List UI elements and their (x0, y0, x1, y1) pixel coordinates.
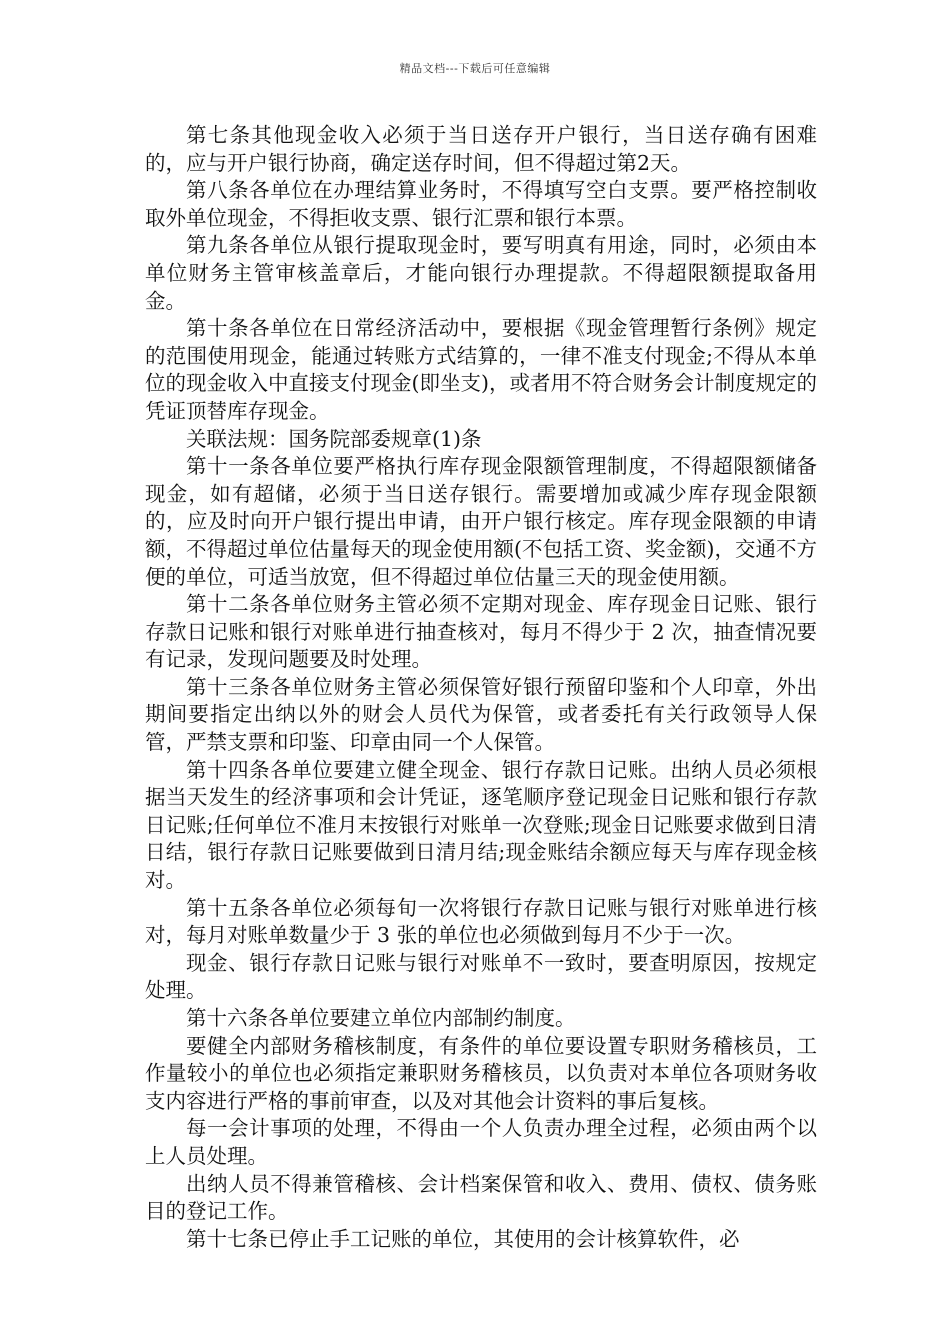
paragraph: 现金、银行存款日记账与银行对账单不一致时，要查明原因，按规定处理。 (145, 950, 817, 1003)
paragraph: 要健全内部财务稽核制度，有条件的单位要设置专职财务稽核员，工作量较小的单位也必须指定兼职财务稽核员，以负责对本单位各项财务收支内容进行严格的事前审查，以及对其他会计资料的事后复核。 (145, 1033, 817, 1113)
paragraph: 第十三条各单位财务主管必须保管好银行预留印鉴和个人印章，外出期间要指定出纳以外的财会人员代为保管，或者委托有关行政领导人保管，严禁支票和印鉴、印章由同一个人保管。 (145, 674, 817, 755)
paragraph: 出纳人员不得兼管稽核、会计档案保管和收入、费用、债权、债务账目的登记工作。 (145, 1171, 817, 1224)
paragraph: 第八条各单位在办理结算业务时，不得填写空白支票。要严格控制收取外单位现金，不得拒收支票、银行汇票和银行本票。 (145, 178, 817, 230)
paragraph: 每一会计事项的处理，不得由一个人负责办理全过程，必须由两个以上人员处理。 (145, 1116, 817, 1168)
paragraph: 第十一条各单位要严格执行库存现金限额管理制度，不得超限额储备现金，如有超储，必须于当日送存银行。需要增加或减少库存现金限额的，应及时向开户银行提出申请，由开户银行核定。库存现金限额的申请额，不得超过单位估量每天的现金使用额(不包括工资、奖金额)，交通不方便的单位，可适当放宽，但不得超过单位估量三天的现金使用额。 (145, 454, 817, 589)
document-body (145, 122, 817, 1253)
paragraph: 第十条各单位在日常经济活动中，要根据《现金管理暂行条例》规定的范围使用现金，能通过转账方式结算的，一律不准支付现金;不得从本单位的现金收入中直接支付现金(即坐支)，或者用不符合财务会计制度规定的凭证顶替库存现金。 (145, 316, 817, 423)
paragraph: 第十六条各单位要建立单位内部制约制度。 (186, 1006, 576, 1030)
paragraph: 第十七条已停止手工记账的单位，其使用的会计核算软件，必 (186, 1226, 740, 1251)
related-regulations-note: 关联法规：国务院部委规章(1)条 (186, 426, 482, 451)
paragraph: 第九条各单位从银行提取现金时，要写明真有用途，同时，必须由本单位财务主管审核盖章后，才能向银行办理提款。不得超限额提取备用金。 (145, 233, 817, 313)
page-header: 精品文档---下载后可任意编辑 (399, 62, 551, 75)
paragraph: 第十五条各单位必须每旬一次将银行存款日记账与银行对账单进行核对，每月对账单数量少于 3 张的单位也必须做到每月不少于一次。 (145, 895, 817, 948)
paragraph: 第十二条各单位财务主管必须不定期对现金、库存现金日记账、银行存款日记账和银行对账单进行抽查核对，每月不得少于 2 次，抽查情况要有记录，发现问题要及时处理。 (145, 592, 817, 672)
paragraph: 第七条其他现金收入必须于当日送存开户银行，当日送存确有困难的，应与开户银行协商，确定送存时间，但不得超过第2天。 (145, 123, 817, 175)
paragraph: 第十四条各单位要建立健全现金、银行存款日记账。出纳人员必须根据当天发生的经济事项和会计凭证，逐笔顺序登记现金日记账和银行存款日记账;任何单位不准月末按银行对账单一次登账;现金日记账要求做到日清日结，银行存款日记账要做到日清月结;现金账结余额应每天与库存现金核对。 (145, 757, 817, 893)
